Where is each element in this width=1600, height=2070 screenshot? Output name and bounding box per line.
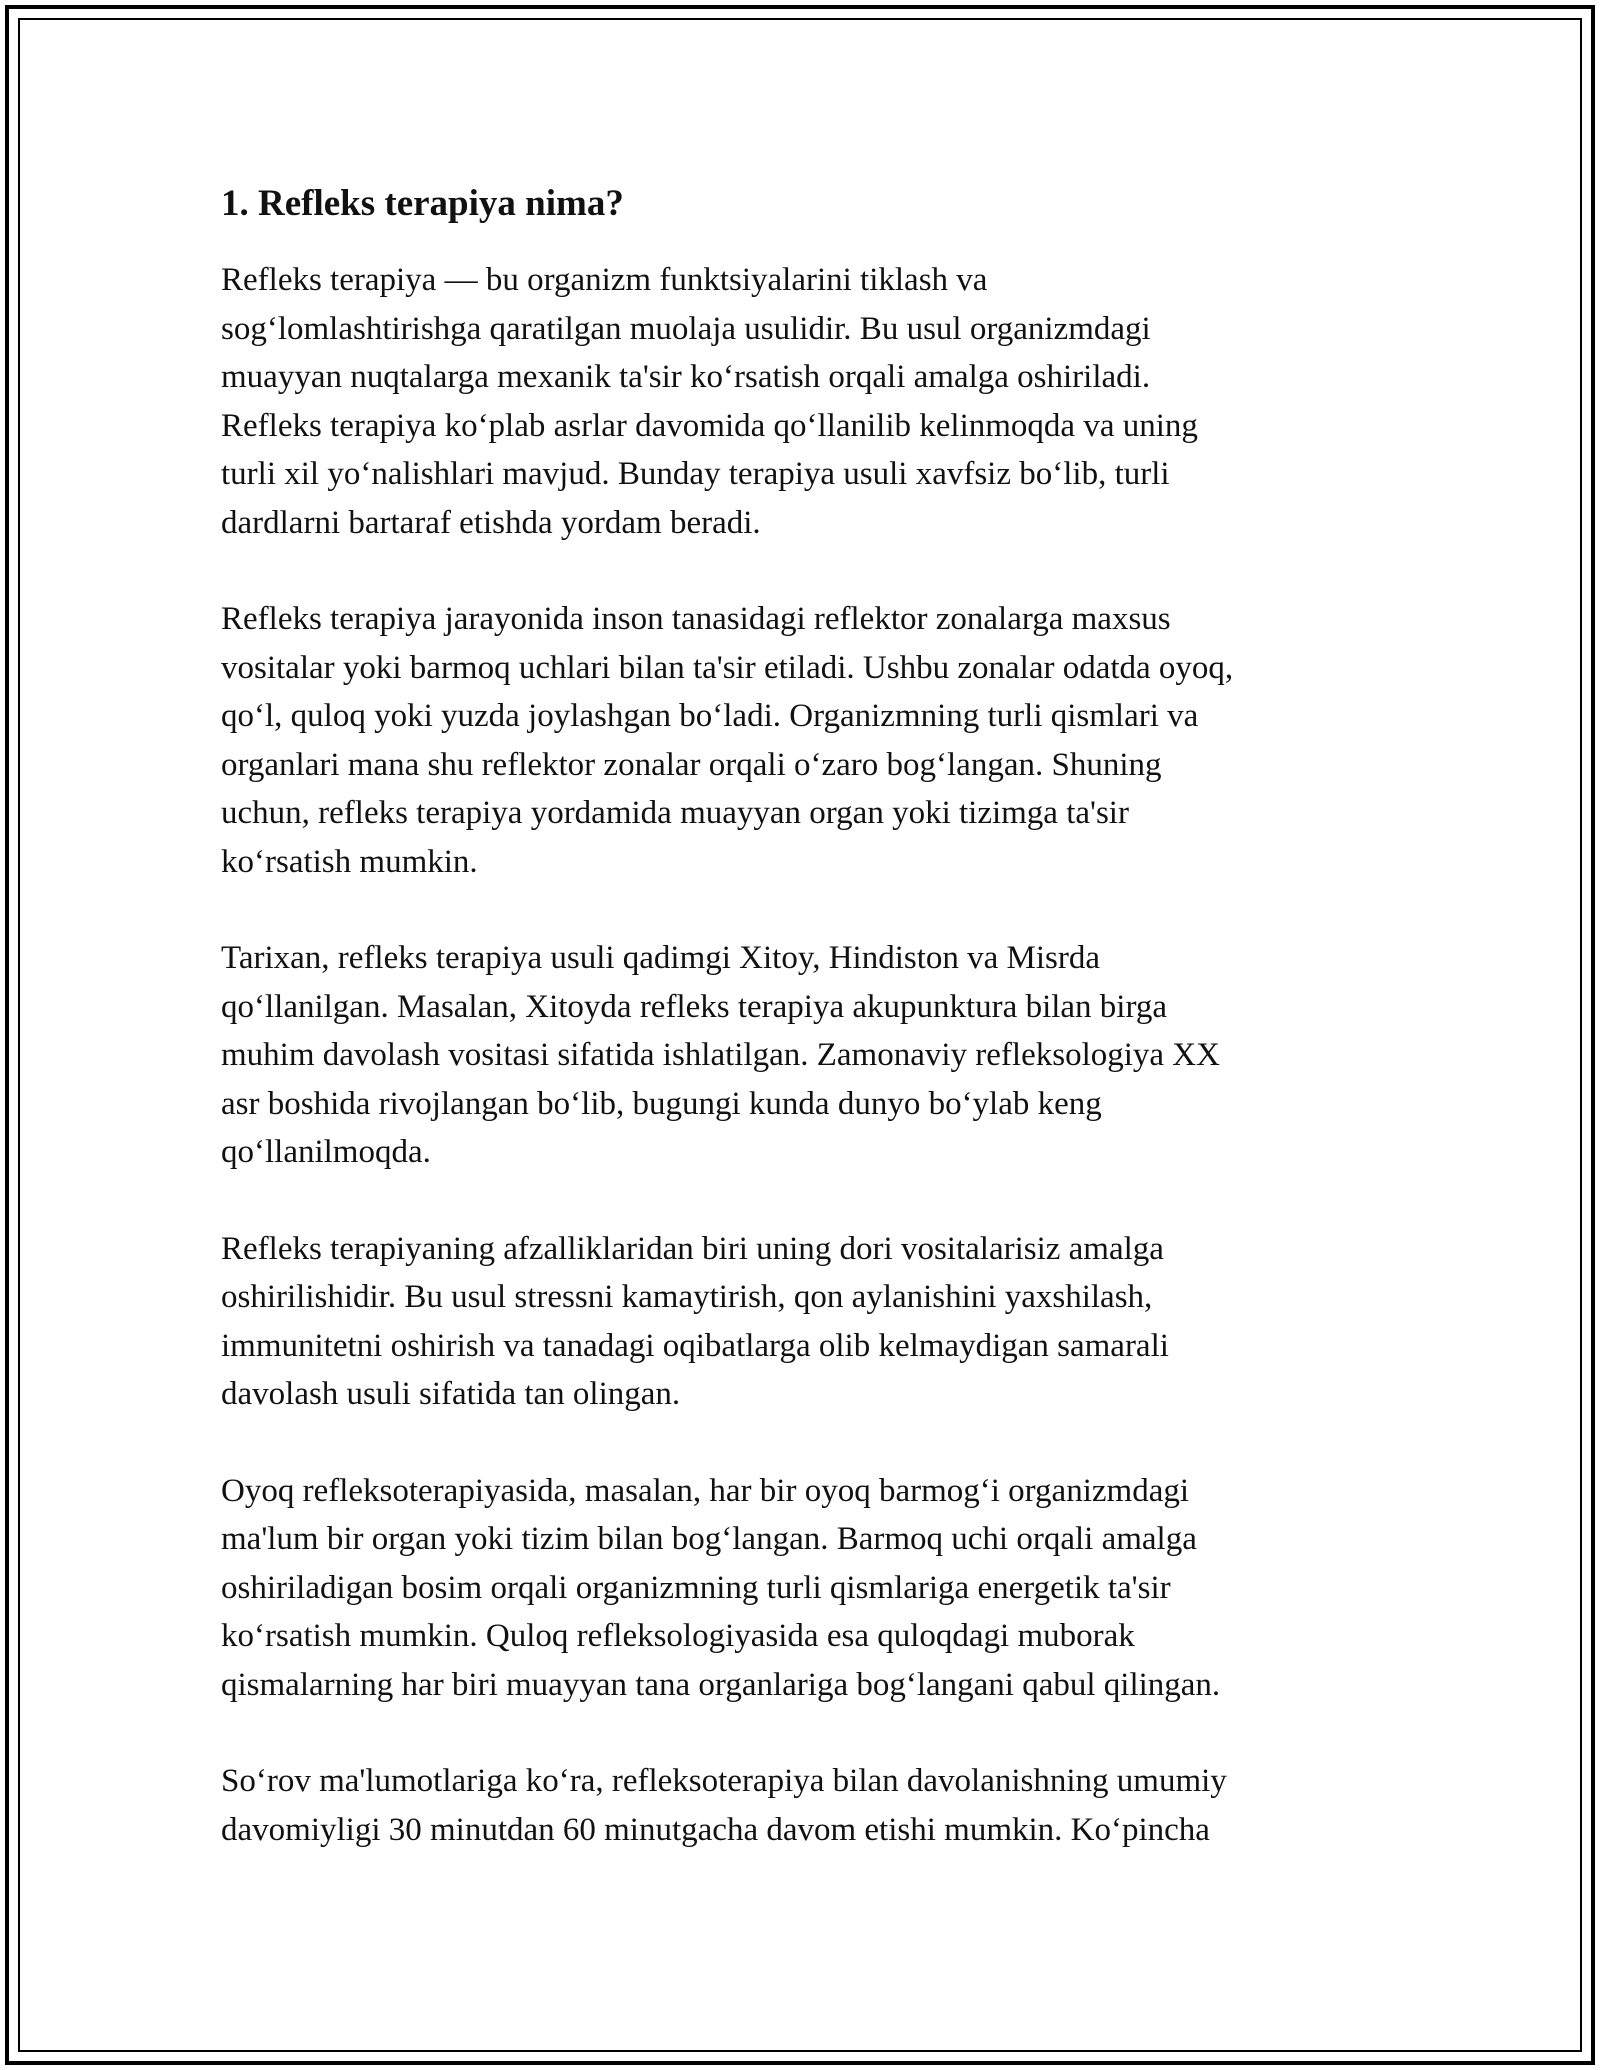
text-line: So‘rov ma'lumotlariga ko‘ra, refleksoterapiya bilan davolanishning umumiy xyxy=(221,1763,1227,1799)
document-body xyxy=(221,180,1361,1902)
text-line: asr boshida rivojlangan bo‘lib, bugungi kunda dunyo bo‘ylab keng xyxy=(221,1085,1102,1122)
text-line: dardlarni bartaraf etishda yordam beradi. xyxy=(221,504,761,541)
text-line: muayyan nuqtalarga mexanik ta'sir ko‘rsatish orqali amalga oshiriladi. xyxy=(221,359,1151,395)
text-line: oshirilishidir. Bu usul stressni kamaytirish, qon aylanishini yaxshilash, xyxy=(221,1279,1153,1315)
text-line: muhim davolash vositasi sifatida ishlatilgan. Zamonaviy refleksologiya XX xyxy=(221,1037,1220,1073)
paragraph-5 xyxy=(221,1467,1361,1710)
text-line: sog‘lomlashtirishga qaratilgan muolaja usulidir. Bu usul organizmdagi xyxy=(221,310,1151,347)
section-heading: 1. Refleks terapiya nima? xyxy=(221,183,624,224)
text-line: vositalar yoki barmoq uchlari bilan ta'sir etiladi. Ushbu zonalar odatda oyoq, xyxy=(221,649,1234,686)
text-line: davolash usuli sifatida tan olingan. xyxy=(221,1376,681,1412)
paragraph-3 xyxy=(221,934,1361,1177)
text-line: ko‘rsatish mumkin. xyxy=(221,843,478,880)
text-line: Refleks terapiya — bu organizm funktsiyalarini tiklash va xyxy=(221,262,988,298)
text-line: Refleks terapiya ko‘plab asrlar davomida qo‘llanilib kelinmoqda va uning xyxy=(221,407,1198,444)
text-line: turli xil yo‘nalishlari mavjud. Bunday terapiya usuli xavfsiz bo‘lib, turli xyxy=(221,456,1170,492)
paragraph-4 xyxy=(221,1225,1361,1419)
text-line: Refleks terapiya jarayonida inson tanasidagi reflektor zonalarga maxsus xyxy=(221,601,1171,637)
paragraph-6 xyxy=(221,1757,1361,1854)
paragraph-1 xyxy=(221,256,1361,547)
text-line: immunitetni oshirish va tanadagi oqibatlarga olib kelmaydigan samarali xyxy=(221,1327,1169,1364)
text-line: ma'lum bir organ yoki tizim bilan bog‘langan. Barmoq uchi orqali amalga xyxy=(221,1521,1197,1557)
text-line: davomiyligi 30 minutdan 60 minutgacha davom etishi mumkin. Ko‘pincha xyxy=(221,1811,1210,1848)
text-line: Oyoq refleksoterapiyasida, masalan, har bir oyoq barmog‘i organizmdagi xyxy=(221,1472,1190,1509)
text-line: organlari mana shu reflektor zonalar orqali o‘zaro bog‘langan. Shuning xyxy=(221,746,1162,783)
text-line: qo‘llanilgan. Masalan, Xitoyda refleks terapiya akupunktura bilan birga xyxy=(221,988,1168,1025)
text-line: Tarixan, refleks terapiya usuli qadimgi Xitoy, Hindiston va Misrda xyxy=(221,940,1101,976)
text-line: qo‘l, quloq yoki yuzda joylashgan bo‘ladi. Organizmning turli qismlari va xyxy=(221,698,1199,734)
text-line: oshiriladigan bosim orqali organizmning turli qismlariga energetik ta'sir xyxy=(221,1569,1171,1606)
text-line: uchun, refleks terapiya yordamida muayyan organ yoki tizimga ta'sir xyxy=(221,795,1129,831)
text-line: qismalarning har biri muayyan tana organlariga bog‘langani qabul qilingan. xyxy=(221,1666,1221,1703)
paragraph-2 xyxy=(221,595,1361,886)
text-line: qo‘llanilmoqda. xyxy=(221,1134,431,1170)
text-line: Refleks terapiyaning afzalliklaridan biri uning dori vositalarisiz amalga xyxy=(221,1230,1164,1267)
text-line: ko‘rsatish mumkin. Quloq refleksologiyasida esa quloqdagi muborak xyxy=(221,1618,1135,1654)
